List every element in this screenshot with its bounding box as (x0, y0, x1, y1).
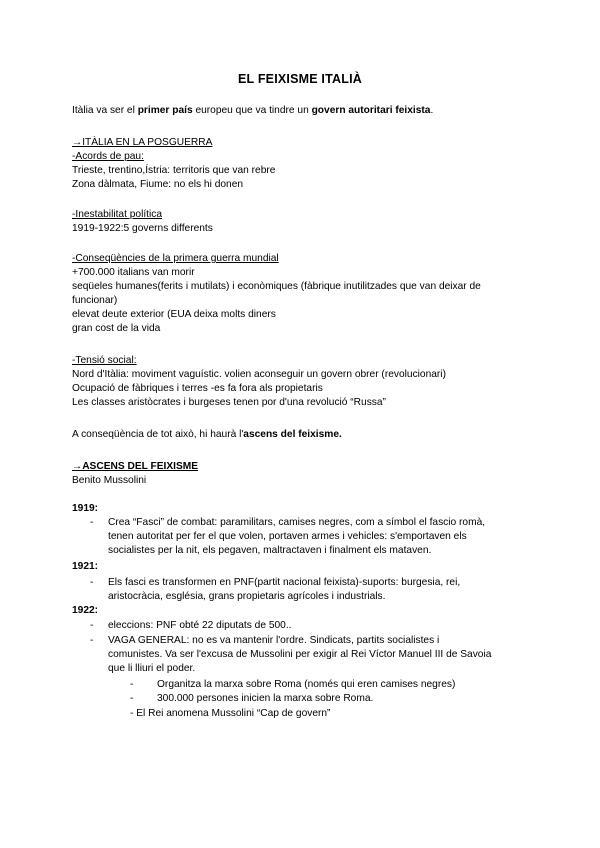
conclusion-paragraph (72, 428, 342, 441)
intro-text-2: europeu que va tindre un (192, 105, 312, 116)
text-line: Trieste, trentino,Ístria: territoris que van rebre (72, 165, 276, 176)
section-heading-posguerra: →ITÀLIA EN LA POSGUERRA (72, 137, 213, 148)
text-line: Crea “Fasci” de combat: paramilitars, camises negres, com a símbol el fascio romà, (108, 517, 486, 528)
text-line: elevat deute exterior (EUA deixa molts diners (72, 309, 276, 320)
text-line: Ocupació de fàbriques i terres -es fa fora als propietaris (72, 383, 323, 394)
subheading-inestabilitat: -Inestabilitat política (72, 209, 163, 220)
subtitle-mussolini: Benito Mussolini (72, 475, 147, 486)
text-line: que li lliuri el poder. (108, 663, 196, 674)
text-line: VAGA GENERAL: no es va mantenir l'ordre. Sindicats, partits socialistes i (108, 635, 440, 646)
text-line: Les classes aristòcrates i burgeses tenen por d'una revolució “Russa” (72, 397, 386, 408)
text-line: aristocràcia, església, grans propietaris agrícoles i industrials. (108, 591, 386, 602)
text-line: socialistes per la nit, els pegaven, maltractaven i finalment els mataven. (108, 545, 432, 556)
sub-bullet-dash: - (130, 693, 134, 704)
text-line: eleccions: PNF obté 22 diputats de 500.. (108, 620, 292, 631)
text-line: tenen autoritat per fer el que volen, portaven armes i vehicles: s'emportaven els (108, 531, 467, 542)
text-line: Nord d'Itàlia: moviment vaguístic. volien aconseguir un govern obrer (revolucionari) (72, 369, 446, 380)
bullet-dash: - (90, 577, 94, 588)
text-line: 1919-1922:5 governs differents (72, 223, 213, 234)
year-heading-1921: 1921: (72, 561, 99, 572)
intro-bold-2: govern autoritari feixista (311, 105, 431, 116)
text-line: Organitza la marxa sobre Roma (només qui eren camises negres) (157, 679, 456, 690)
text-line: Els fasci es transformen en PNF(partit nacional feixista)-suports: burgesia, rei, (108, 577, 461, 588)
text-line: +700.000 italians van morir (72, 267, 195, 278)
intro-bold-1: primer país (137, 105, 193, 116)
bullet-dash: - (90, 517, 94, 528)
year-heading-1922: 1922: (72, 605, 99, 616)
text-line: 300.000 persones inicien la marxa sobre Roma. (157, 693, 374, 704)
year-heading-1919: 1919: (72, 503, 99, 514)
subheading-consequencies: -Conseqüències de la primera guerra mundial (72, 253, 279, 264)
text-line: Zona dàlmata, Fiume: no els hi donen (72, 179, 244, 190)
subheading-tensio: -Tensió social: (72, 355, 137, 366)
bullet-dash: - (90, 620, 94, 631)
conclusion-bold: ascens del feixisme. (243, 429, 342, 440)
section-heading-ascens: →ASCENS DEL FEIXISME (72, 461, 199, 472)
bullet-dash: - (90, 635, 94, 646)
text-line: funcionar) (72, 295, 118, 306)
text-line: comunistes. Va ser l'excusa de Mussolini per exigir al Rei Víctor Manuel III de Savoia (108, 649, 492, 660)
intro-paragraph (72, 104, 433, 117)
text-line: - El Rei anomena Mussolini “Cap de govern” (130, 708, 331, 719)
sub-bullet-dash: - (130, 679, 134, 690)
text-line: gran cost de la vida (72, 323, 161, 334)
intro-text-3: . (430, 105, 434, 116)
text-line: seqüeles humanes(ferits i mutilats) i econòmiques (fàbrique inutilitzades que van deixar de (72, 281, 481, 292)
conclusion-text: A conseqüència de tot això, hi haurà l' (72, 429, 244, 440)
page-title: EL FEIXISME ITALIÀ (238, 72, 362, 86)
intro-text-1: Itàlia va ser el (72, 105, 138, 116)
subheading-acords: -Acords de pau: (72, 151, 144, 162)
